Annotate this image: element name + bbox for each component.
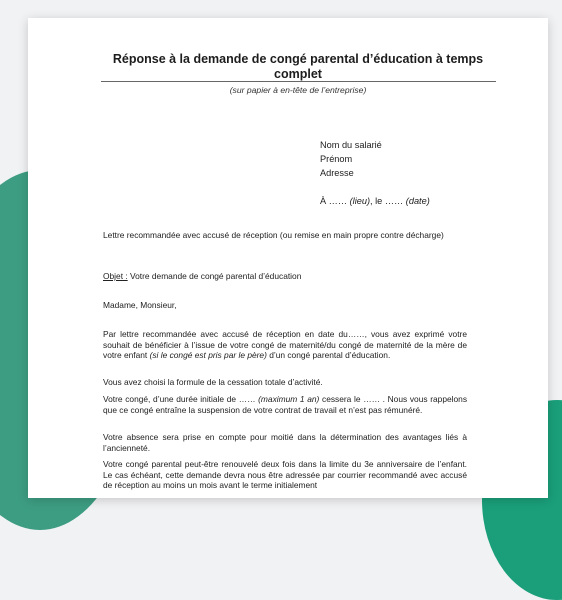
salutation: Madame, Monsieur,: [103, 300, 177, 310]
paragraph-3-italic: (maximum 1 an): [258, 394, 320, 404]
paragraph-1-end: d’un congé parental d’éducation.: [266, 350, 391, 360]
recipient-address: Adresse: [320, 168, 354, 178]
place-placeholder: (lieu): [349, 196, 371, 206]
paragraph-4: Votre absence sera prise en compte pour moitié dans la détermination des avantages liés à l’ancienneté.: [103, 432, 467, 453]
paragraph-3: [103, 394, 467, 415]
date-mid: , le ……: [370, 196, 406, 206]
title-underline: [101, 81, 496, 82]
send-mode: Lettre recommandée avec accusé de réception (ou remise en main propre contre décharge): [103, 230, 444, 240]
objet-text: Votre demande de congé parental d’éducation: [127, 271, 302, 281]
paragraph-3-end: cessera le …… . Nous vous rappelons que ce congé entraîne la suspension de votre contrat de travail et n’est pas rémunéré.: [103, 394, 468, 415]
letter-subtitle: (sur papier à en-tête de l’entreprise): [229, 85, 367, 95]
paragraph-1: [103, 329, 467, 361]
paragraph-2: Vous avez choisi la formule de la cessation totale d’activité.: [103, 377, 323, 387]
letter-title: Réponse à la demande de congé parental d’éducation à temps complet: [112, 52, 484, 81]
recipient-name: Nom du salarié: [320, 140, 382, 150]
paragraph-5: Votre congé parental peut-être renouvelé deux fois dans la limite du 3e anniversaire de l’enfant. Le cas échéant, cette demande devra nous être adressée par courrier recommandé avec accusé de réception au moins un mois avant le terme initialement: [103, 459, 467, 490]
objet-line: [103, 271, 467, 282]
paragraph-1-text: Par lettre recommandée avec accusé de réception en date du……, vous avez exprimé votre souhait de bénéficier à l’issue de votre congé de maternité/du congé de maternité de la mère de votre enfant: [103, 329, 467, 360]
paragraph-3-text: Votre congé, d’une durée initiale de ……: [103, 394, 259, 404]
paragraph-1-italic: (si le congé est pris par le père): [149, 350, 267, 360]
date-placeholder: (date): [405, 196, 430, 206]
objet-label: Objet :: [103, 271, 128, 281]
letter-page: [28, 18, 548, 498]
recipient-firstname: Prénom: [320, 154, 353, 164]
place-prefix: À ……: [320, 196, 350, 206]
place-date-line: [320, 194, 430, 208]
